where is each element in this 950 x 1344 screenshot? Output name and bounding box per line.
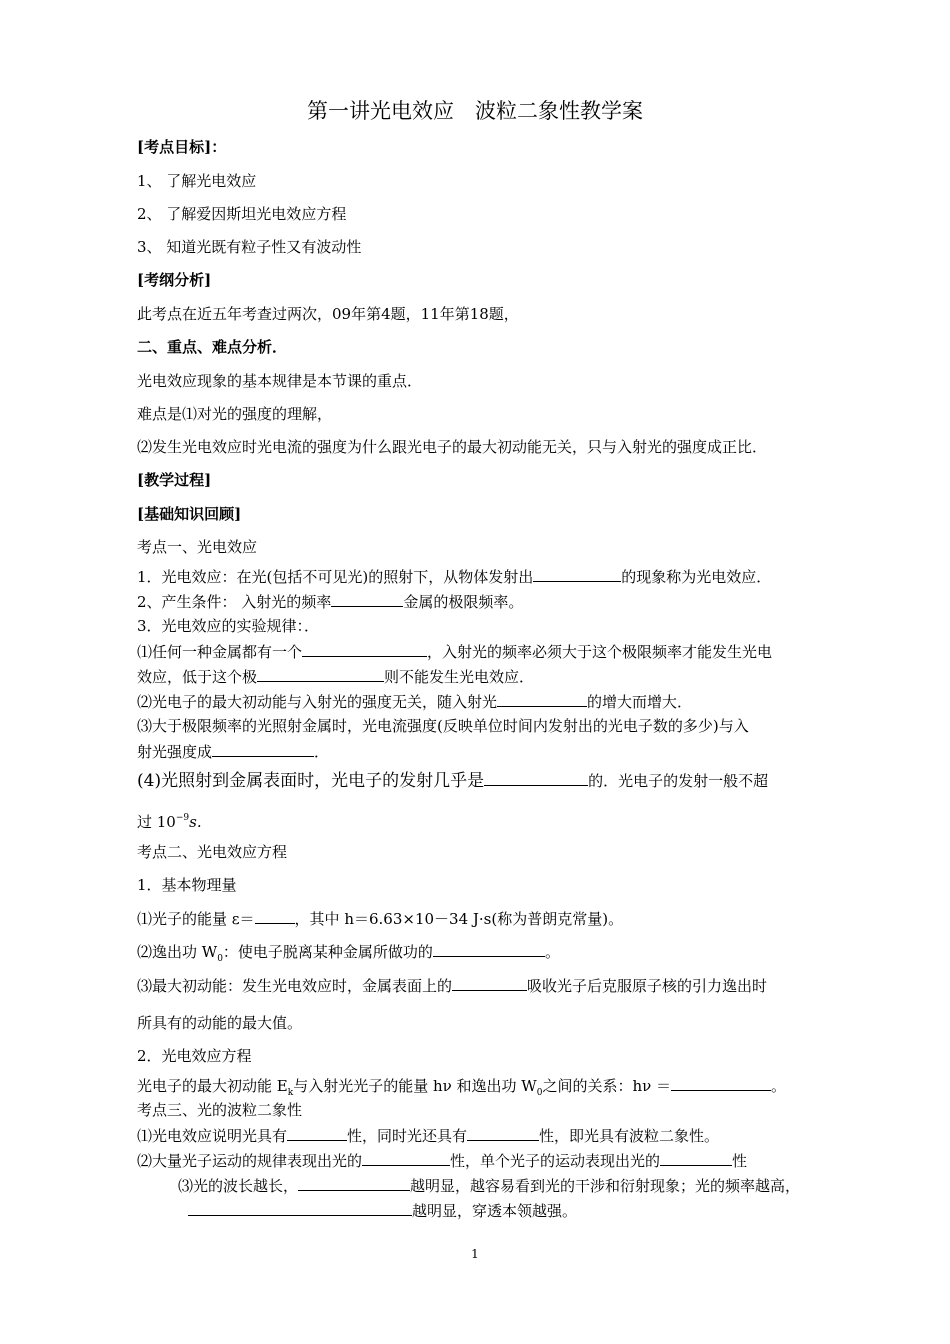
exponent: −9	[175, 813, 190, 823]
k3-line-2	[137, 1150, 747, 1171]
text-segment: ⑵光电子的最大初动能与入射光的强度无关，随入射光	[137, 693, 498, 711]
fill-blank	[467, 1125, 539, 1141]
key-point-line: 难点是⑴对光的强度的理解，	[137, 405, 333, 423]
fill-blank	[533, 566, 621, 582]
k1-line-2	[137, 591, 523, 612]
k1-line-9	[137, 770, 768, 791]
k3-line-3	[178, 1175, 800, 1196]
k2-line-3	[137, 975, 767, 996]
k3-line-4	[188, 1200, 577, 1221]
goal-item: 2、 了解爱因斯坦光电效应方程	[137, 205, 347, 223]
fill-blank	[331, 591, 403, 607]
k1-line-10	[137, 808, 202, 832]
text-segment: 越明显，越容易看到光的干涉和衍射现象；光的频率越高，	[410, 1177, 801, 1195]
text-segment: 效应，低于这个极	[137, 668, 258, 686]
topic-one-heading: 考点一、光电效应	[137, 538, 258, 556]
text-segment: 光电子的最大初动能 E	[137, 1077, 288, 1095]
text-segment: 的现象称为光电效应．	[621, 568, 772, 586]
text-segment: 性，单个光子的运动表现出光的	[450, 1152, 661, 1170]
text-segment: 之间的关系：hν ＝	[542, 1077, 671, 1095]
k2-line-1	[137, 908, 623, 929]
text-segment: 1．光电效应：在光(包括不可见光)的照射下，从物体发射出	[137, 568, 534, 586]
goal-item: 1、 了解光电效应	[137, 172, 257, 190]
fill-blank	[671, 1075, 771, 1091]
k1-line-8	[137, 741, 329, 762]
k2-subheading: 1．基本物理量	[137, 876, 237, 894]
k2-line-2	[137, 941, 560, 969]
text-segment: 射光强度成	[137, 743, 213, 761]
fill-blank	[452, 975, 527, 991]
k2-line-4: 所具有的动能的最大值。	[137, 1014, 303, 1032]
goals-heading: [考点目标]：	[137, 138, 227, 156]
fill-blank	[433, 941, 545, 957]
subscript: k	[287, 1088, 294, 1098]
fill-blank	[255, 908, 295, 924]
fill-blank	[188, 1200, 412, 1216]
outline-heading: [考纲分析]	[137, 271, 212, 289]
text-segment: ⑴光电效应说明光具有	[137, 1127, 288, 1145]
text-segment: 性	[732, 1152, 748, 1170]
text-segment: 的增大而增大．	[587, 693, 693, 711]
text-segment: ，入射光的频率必须大于这个极限频率才能发生光电	[427, 643, 773, 661]
key-point-line: ⑵发生光电效应时光电流的强度为什么跟光电子的最大初动能无关，只与入射光的强度成正比．	[137, 438, 768, 456]
k2-subheading: 2．光电效应方程	[137, 1047, 252, 1065]
text-segment: (4)光照射到金属表面时，光电子的发射几乎是	[137, 771, 485, 791]
fill-blank	[298, 1175, 410, 1191]
outline-text: 此考点在近五年考查过两次，09年第4题，11年第18题，	[137, 305, 519, 323]
text-segment: 的．光电子的发射一般不超	[588, 772, 769, 790]
k1-line-5	[137, 666, 534, 687]
k1-line-1	[137, 566, 771, 587]
k2-equation-line	[137, 1075, 786, 1103]
text-segment: 吸收光子后克服原子核的引力逸出时	[527, 977, 768, 995]
page-number: 1	[471, 1247, 479, 1261]
fill-blank	[362, 1150, 450, 1166]
text-segment: ⑶光的波长越长，	[178, 1177, 299, 1195]
text-segment: 金属的极限频率。	[403, 593, 524, 611]
text-segment: 2、产生条件： 入射光的频率	[137, 593, 332, 611]
review-heading: [基础知识回顾]	[137, 505, 242, 523]
text-segment: 性，即光具有波粒二象性。	[539, 1127, 720, 1145]
text-segment: 与入射光光子的能量 hν 和逸出功 W	[293, 1077, 537, 1095]
k3-line-1	[137, 1125, 719, 1146]
goal-item: 3、 知道光既有粒子性又有波动性	[137, 238, 362, 256]
key-point-line: 光电效应现象的基本规律是本节课的重点．	[137, 372, 423, 390]
text-segment: ⑴光子的能量 ε＝	[137, 910, 255, 928]
subscript: 0	[217, 954, 223, 964]
topic-three-heading: 考点三、光的波粒二象性	[137, 1101, 303, 1119]
text-segment: ．	[314, 743, 330, 761]
text-segment: ，其中 h＝6.63×10－34 J·s(称为普朗克常量)。	[294, 910, 624, 928]
fill-blank	[484, 770, 588, 786]
text-segment: 性，同时光还具有	[347, 1127, 468, 1145]
text-segment: 。	[771, 1077, 787, 1095]
fill-blank	[302, 641, 427, 657]
fill-blank	[287, 1125, 347, 1141]
unit: s.	[189, 813, 202, 831]
page-title: 第一讲光电效应 波粒二象性教学案	[307, 99, 643, 123]
text-segment: ⑶最大初动能：发生光电效应时，金属表面上的	[137, 977, 453, 995]
text-segment: ⑴任何一种金属都有一个	[137, 643, 303, 661]
text-segment: 。	[544, 943, 560, 961]
k1-line-6	[137, 691, 692, 712]
k1-line-7: ⑶大于极限频率的光照射金属时，光电流强度(反映单位时间内发射出的光电子数的多少)与入	[137, 717, 749, 735]
fill-blank	[660, 1150, 732, 1166]
text-segment: ：使电子脱离某种金属所做功的	[222, 943, 433, 961]
fill-blank	[212, 741, 314, 757]
text-segment: ⑵大量光子运动的规律表现出光的	[137, 1152, 363, 1170]
text-segment: ⑵逸出功 W	[137, 943, 218, 961]
fill-blank	[497, 691, 587, 707]
text-segment: 过 10	[137, 813, 176, 831]
key-points-heading: 二、重点、难点分析．	[137, 338, 288, 356]
process-heading: [教学过程]	[137, 471, 212, 489]
topic-two-heading: 考点二、光电效应方程	[137, 843, 288, 861]
text-segment: 越明显，穿透本领越强。	[412, 1202, 578, 1220]
subscript: 0	[536, 1088, 543, 1098]
fill-blank	[257, 666, 384, 682]
text-segment: 则不能发生光电效应．	[384, 668, 535, 686]
k1-line-3: 3．光电效应的实验规律：．	[137, 617, 320, 635]
k1-line-4	[137, 641, 772, 662]
